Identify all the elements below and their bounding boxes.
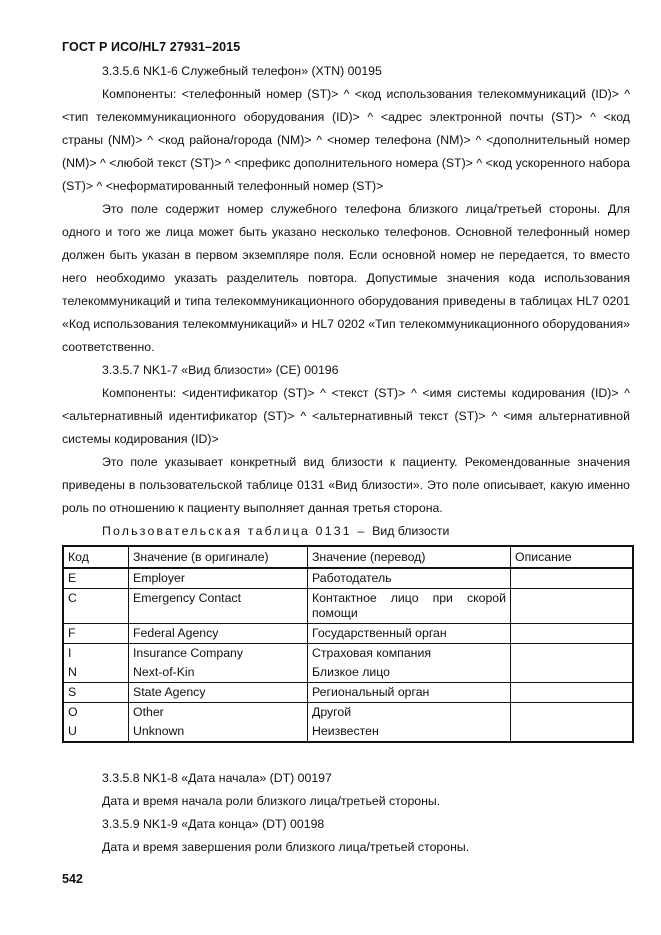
cell-code: F <box>63 624 129 644</box>
cell-code: U <box>63 722 129 742</box>
cell-translation-text: Контактное лицо при скорой помощи <box>312 591 506 620</box>
table-caption <box>62 521 630 541</box>
cell-translation: Работодатель <box>308 568 511 589</box>
cell-code: C <box>63 589 129 624</box>
cell-original: Unknown <box>129 722 308 742</box>
table-header-row <box>63 546 633 568</box>
column-header-code: Код <box>63 546 129 568</box>
cell-original: Insurance Company <box>129 644 308 664</box>
document-body <box>62 60 630 859</box>
table-row <box>63 589 633 624</box>
cell-description <box>511 589 634 624</box>
after-table-sections <box>62 767 630 859</box>
section-heading-nk1-7: 3.3.5.7 NK1-7 «Вид близости» (CE) 00196 <box>102 363 339 377</box>
cell-translation: Близкое лицо <box>308 663 511 683</box>
cell-description <box>511 568 634 589</box>
cell-translation: Страховая компания <box>308 644 511 664</box>
cell-original: Employer <box>129 568 308 589</box>
table-row <box>63 722 633 742</box>
cell-original: State Agency <box>129 683 308 703</box>
cell-code: O <box>63 703 129 723</box>
cell-code: S <box>63 683 129 703</box>
cell-original: Next-of-Kin <box>129 663 308 683</box>
cell-description <box>511 644 634 664</box>
section-components-nk1-7: Компоненты: <идентификатор (ST)> ^ <текст (ST)> ^ <имя системы кодирования (ID)> ^ <альтернативный идентификатор (ST)> ^ <альтернативный текст (ST)> ^ <имя альтернативной системы кодирования (ID)> <box>62 386 630 446</box>
section-components-nk1-6: Компоненты: <телефонный номер (ST)> ^ <код использования телекоммуникаций (ID)> ^ <тип телекоммуникационного оборудования (ID)> ^ <адрес электронной почты (ST)> ^ <код страны (NM)> ^ <код района/города (NM)> ^ <номер телефона (NM)> ^ <дополнительный номер (NM)> ^ <любой текст (ST)> ^ <префикс дополнительного номера (ST)> ^ <код ускоренного набора (ST)> ^ <неформатированный телефонный номер (ST)> <box>62 87 630 193</box>
cell-translation: Неизвестен <box>308 722 511 742</box>
section-description-nk1-9: Дата и время завершения роли близкого лица/третьей стороны. <box>102 840 470 854</box>
cell-description <box>511 624 634 644</box>
cell-original: Other <box>129 703 308 723</box>
column-header-translation: Значение (перевод) <box>308 546 511 568</box>
cell-description <box>511 722 634 742</box>
table-caption-prefix: Пользовательская таблица 0131 <box>102 524 352 538</box>
cell-description <box>511 683 634 703</box>
section-description-nk1-6: Это поле содержит номер служебного телефона близкого лица/третьей стороны. Для одного и того же лица может быть указано несколько телефонов. Основной телефонный номер должен быть указан в первом экземпляре поля. Если основной номер не передается, то вместо него необходимо указать разделитель повтора. Допустимые значения кода использования телекоммуникаций и типа телекоммуникационного оборудования приведены в таблицах HL7 0201 «Код использования телекоммуникаций» и HL7 0202 «Тип телекоммуникационного оборудования» соответственно. <box>62 202 630 354</box>
column-header-description: Описание <box>511 546 634 568</box>
table-row <box>63 663 633 683</box>
table-row <box>63 703 633 723</box>
column-header-original: Значение (в оригинале) <box>129 546 308 568</box>
section-heading-nk1-6: 3.3.5.6 NK1-6 Служебный телефон» (XTN) 00195 <box>102 64 382 78</box>
cell-description <box>511 663 634 683</box>
cell-translation <box>308 589 511 624</box>
cell-translation: Государственный орган <box>308 624 511 644</box>
section-description-nk1-7: Это поле указывает конкретный вид близости к пациенту. Рекомендованные значения приведены в пользовательской таблице 0131 «Вид близости». Это поле описывает, какую именно роль по отношению к пациенту выполняет данная третья сторона. <box>62 455 630 515</box>
table-caption-title: Вид близости <box>372 524 450 538</box>
cell-translation: Региональный орган <box>308 683 511 703</box>
section-heading-nk1-9: 3.3.5.9 NK1-9 «Дата конца» (DT) 00198 <box>102 817 325 831</box>
cell-original: Federal Agency <box>129 624 308 644</box>
cell-translation: Другой <box>308 703 511 723</box>
cell-code: I <box>63 644 129 664</box>
section-description-nk1-8: Дата и время начала роли близкого лица/третьей стороны. <box>102 794 441 808</box>
page-number: 542 <box>62 872 83 886</box>
table-row <box>63 624 633 644</box>
document-standard-id: ГОСТ Р ИСО/HL7 27931–2015 <box>62 40 241 54</box>
table-caption-dash: – <box>357 524 367 538</box>
table-row <box>63 568 633 589</box>
cell-code: N <box>63 663 129 683</box>
cell-code: E <box>63 568 129 589</box>
cell-description <box>511 703 634 723</box>
section-heading-nk1-8: 3.3.5.8 NK1-8 «Дата начала» (DT) 00197 <box>102 771 332 785</box>
relationship-codes-table <box>62 545 634 743</box>
table-row <box>63 683 633 703</box>
table-row <box>63 644 633 664</box>
cell-original: Emergency Contact <box>129 589 308 624</box>
